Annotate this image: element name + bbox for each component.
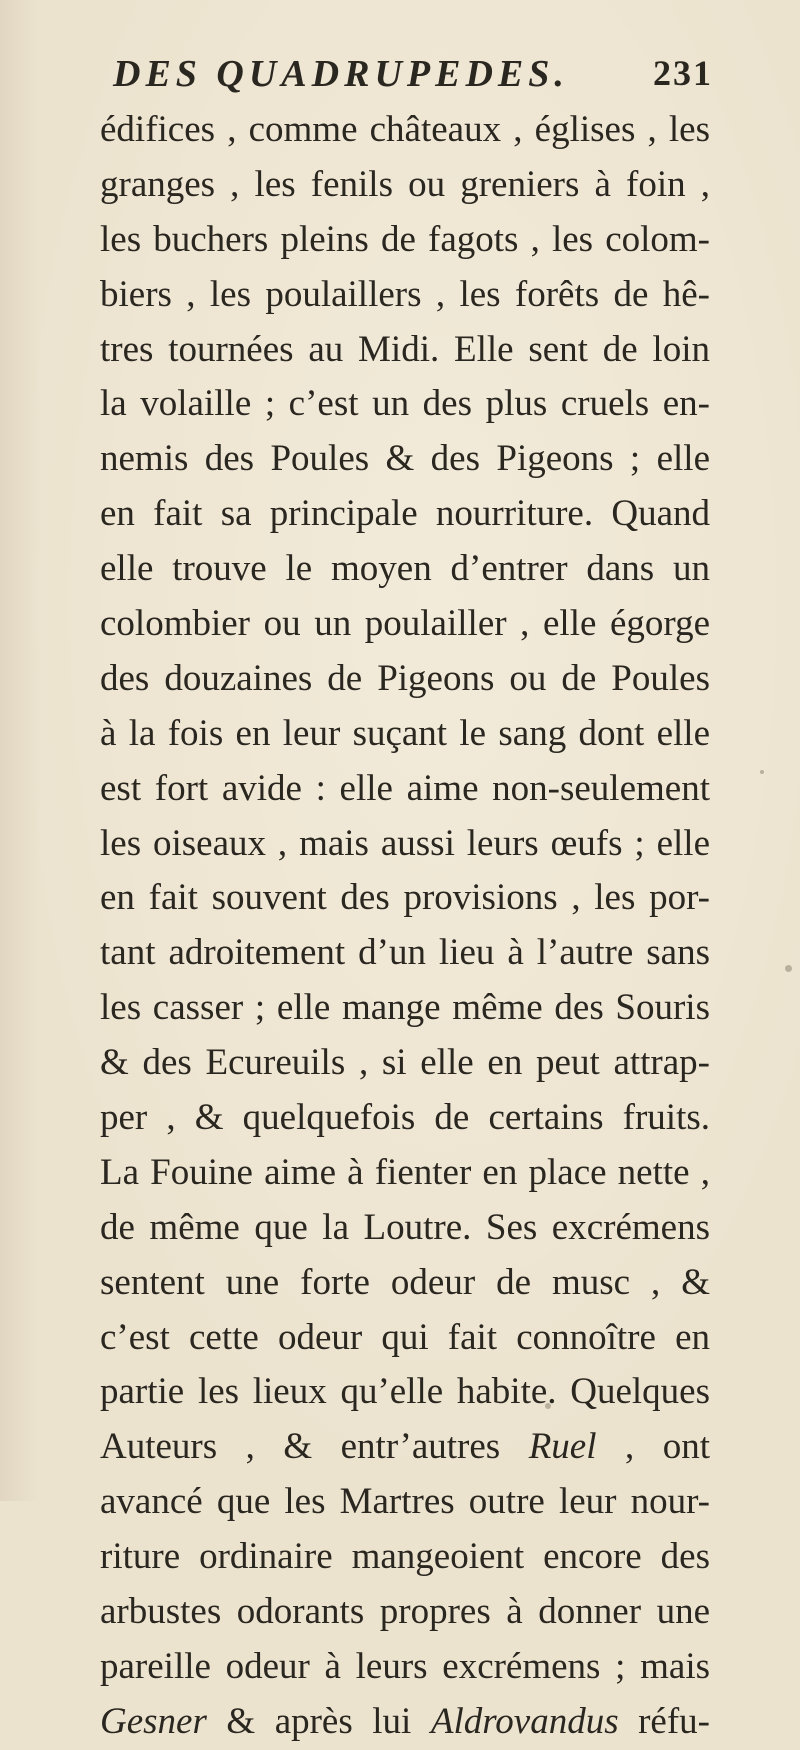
text-run: Auteurs , & entr’autres: [100, 1426, 529, 1468]
text-line: [100, 1036, 710, 1091]
text-run: avancé que les Martres outre leur nour-: [100, 1481, 710, 1523]
text-line: [100, 432, 710, 487]
text-run: en fait souvent des provisions , les por-: [100, 877, 710, 919]
text-run: les buchers pleins de fagots , les colom-: [100, 218, 710, 260]
italic-name: Gesner: [100, 1700, 207, 1742]
text-run: édifices , comme châteaux , églises , les: [100, 109, 710, 150]
text-run: les oiseaux , mais aussi leurs œufs ; elle: [100, 822, 710, 864]
page-number: 231: [653, 53, 713, 93]
text-line: [100, 652, 710, 707]
text-line: [100, 1201, 710, 1256]
text-run: & des Ecureuils , si elle en peut attrap-: [100, 1042, 710, 1084]
text-run: pareille odeur à leurs excrémens ; mais: [100, 1645, 710, 1687]
text-line: [100, 542, 710, 597]
text-line: [100, 871, 710, 926]
text-run: des douzaines de Pigeons ou de Poules: [100, 657, 710, 699]
text-line: [100, 817, 710, 872]
italic-name: Aldrovandus: [430, 1700, 619, 1742]
ink-speck: [545, 1403, 551, 1409]
ink-speck: [785, 965, 792, 972]
text-line: [100, 323, 710, 378]
page-header: [113, 52, 713, 96]
text-line: [100, 707, 710, 762]
text-line: [100, 377, 710, 432]
text-line: [100, 762, 710, 817]
text-line: [100, 158, 710, 213]
text-run: les casser ; elle mange même des Souris: [100, 987, 710, 1029]
text-line: [100, 981, 710, 1036]
text-line: [100, 213, 710, 268]
text-run: , ont: [596, 1426, 710, 1468]
text-line: [100, 1640, 710, 1695]
text-run: elle trouve le moyen d’entrer dans un: [100, 548, 710, 590]
text-line: [100, 1091, 710, 1146]
text-run: nemis des Poules & des Pigeons ; elle: [100, 438, 710, 480]
text-run: arbustes odorants propres à donner une: [100, 1591, 710, 1633]
text-line: [100, 1530, 710, 1585]
text-line: [100, 1585, 710, 1640]
text-line: [100, 597, 710, 652]
text-run: tant adroitement d’un lieu à l’autre sans: [100, 932, 710, 974]
text-run: réfu-: [618, 1700, 710, 1742]
text-run: tres tournées au Midi. Elle sent de loin: [100, 328, 710, 370]
ink-speck: [760, 770, 764, 774]
text-run: à la fois en leur suçant le sang dont elle: [100, 712, 710, 754]
text-line: [100, 1311, 710, 1366]
text-line: [100, 103, 710, 158]
text-run: La Fouine aime à fienter en place nette ,: [100, 1151, 710, 1193]
text-line: [100, 1420, 710, 1475]
text-line: [100, 1146, 710, 1201]
text-line: [100, 926, 710, 981]
text-run: de même que la Loutre. Ses excrémens: [100, 1206, 710, 1248]
text-run: en fait sa principale nourriture. Quand: [100, 493, 710, 535]
text-line: [100, 1365, 710, 1420]
text-run: partie les lieux qu’elle habite. Quelques: [100, 1371, 710, 1413]
text-run: colombier ou un poulailler , elle égorge: [100, 603, 710, 645]
text-run: riture ordinaire mangeoient encore des: [100, 1536, 710, 1578]
text-line: [100, 1695, 710, 1750]
text-run: c’est cette odeur qui fait connoître en: [100, 1316, 710, 1358]
text-run: granges , les fenils ou greniers à foin ,: [100, 163, 710, 205]
text-line: [100, 1256, 710, 1311]
body-text: [100, 103, 710, 1750]
text-run: la volaille ; c’est un des plus cruels en-: [100, 383, 710, 425]
text-run: biers , les poulaillers , les forêts de hê-: [100, 273, 710, 315]
text-line: [100, 1475, 710, 1530]
text-run: sentent une forte odeur de musc , &: [100, 1261, 710, 1303]
text-run: & après lui: [206, 1700, 431, 1742]
running-head: DES QUADRUPEDES.: [113, 53, 569, 95]
text-line: [100, 268, 710, 323]
italic-name: Ruel: [528, 1426, 597, 1468]
text-run: per , & quelquefois de certains fruits.: [100, 1097, 710, 1139]
text-run: est fort avide : elle aime non-seulement: [100, 767, 710, 809]
text-line: [100, 487, 710, 542]
